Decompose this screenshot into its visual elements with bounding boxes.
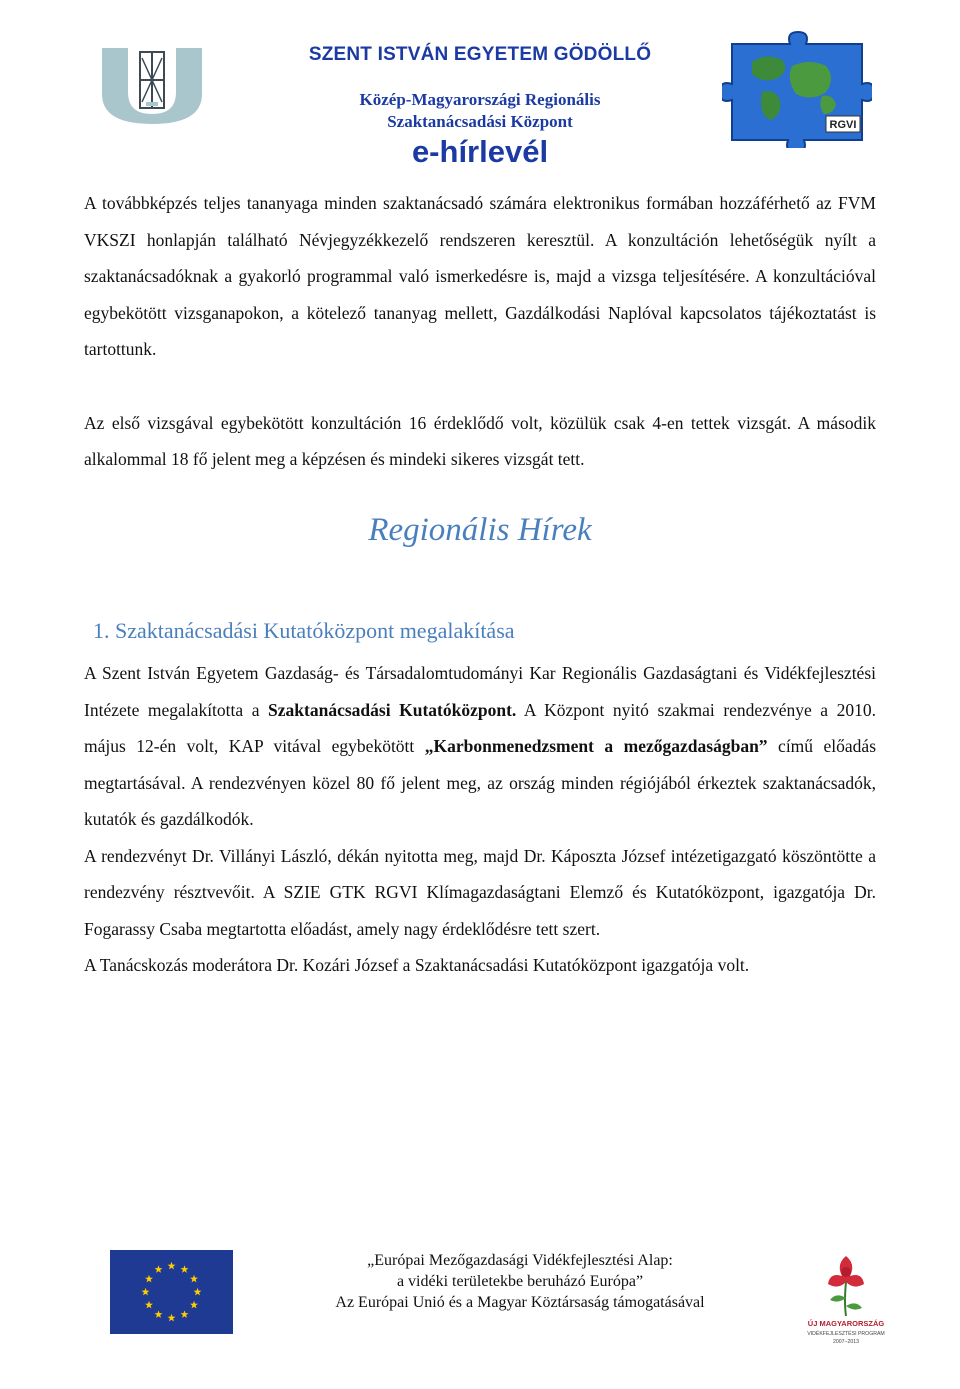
footer-funding-text: [290, 1250, 750, 1313]
footer-line-2: a vidéki területekbe beruházó Európa”: [396, 1273, 644, 1290]
university-logo: [96, 44, 208, 126]
logo-text-line-1: ÚJ MAGYARORSZÁG: [807, 1319, 885, 1328]
center-name-line1: Közép-Magyarországi Regionális: [359, 90, 601, 109]
intro-paragraph-2: Az első vizsgával egybekötött konzultáción 16 érdeklődő volt, közülük csak 4-en tettek vizsgát. A második alkalommal 18 fő jelent meg a képzésen és mindeki sikeres vizsgát tett.: [84, 412, 876, 469]
university-name: SZENT ISTVÁN EGYETEM GÖDÖLLŐ: [308, 44, 652, 65]
section-heading: Regionális Hírek: [368, 512, 592, 548]
intro-paragraph-1: A továbbképzés teljes tananyaga minden szaktanácsadó számára elektronikus formában hozzáférhető az FVM VKSZI honlapján található Névjegyzékkezelő rendszeren keresztül. A konzultáción lehetőségük nyílt a szaktanácsadóknak a gyakorló programmal való ismerkedésre is, majd a vizsga teljesítésére. A konzultációval egybekötött vizsganapokon, a kötelező tananyag mellett, Gazdálkodási Naplóval kapcsolatos tájékoztatást is tartottunk.: [84, 193, 876, 359]
intro-section: [84, 185, 876, 478]
uj-magyarorszag-logo: [800, 1250, 892, 1346]
lecture-title: „Karbonmenedzsment a mezőgazdaságban”: [424, 736, 768, 756]
article-p1-text-b: A Központ nyitó szakmai rendezvénye a 2010. május 12-én volt, KAP vitával egybekötött: [84, 699, 876, 756]
eu-flag-logo: [110, 1250, 233, 1334]
article-paragraph-1: [84, 655, 876, 838]
rgvi-logo-text: RGVI: [829, 119, 857, 131]
logo-text-line-2: VIDÉKFEJLESZTÉSI PROGRAM: [807, 1331, 885, 1337]
article-paragraph-3: A Tanácskozás moderátora Dr. Kozári József a Szaktanácsadási Kutatóközpont igazgatója volt.: [84, 955, 750, 975]
footer-line-1: „Európai Mezőgazdasági Vidékfejlesztési Alap:: [367, 1252, 673, 1269]
newsletter-title: e-hírlevél: [411, 134, 549, 169]
article-p1-text-a: A Szent István Egyetem Gazdaság- és Társadalomtudományi Kar Regionális Gazdaságtani és Vidékfejlesztési Intézete megalakította a: [84, 663, 876, 720]
article-p1-text-c: című előadás megtartásával. A rendezvényen közel 80 fő jelent meg, az ország minden régiójából érkeztek szaktanácsadók, kutatók és gazdálkodók.: [84, 736, 877, 829]
article-title: 1. Szaktanácsadási Kutatóközpont megalakítása: [93, 618, 515, 643]
article-paragraph-2: A rendezvényt Dr. Villányi László, dékán nyitotta meg, majd Dr. Káposzta József intézetigazgató köszöntötte a rendezvény résztvevőit. A SZIE GTK RGVI Klímagazdaságtani Elemző és Kutatóközpont, igazgatója Dr. Fogarassy Csaba megtartotta előadást, amely nagy érdeklődésre tett szert.: [84, 845, 876, 939]
article-body: [84, 655, 876, 984]
center-name-line2: Szaktanácsadási Központ: [387, 112, 573, 131]
footer-line-3: Az Európai Unió és a Magyar Köztársaság támogatásával: [335, 1294, 705, 1311]
rgvi-puzzle-logo: [722, 30, 872, 148]
logo-text-line-3: 2007–2013: [833, 1339, 859, 1345]
research-center-name: Szaktanácsadási Kutatóközpont.: [268, 699, 517, 720]
